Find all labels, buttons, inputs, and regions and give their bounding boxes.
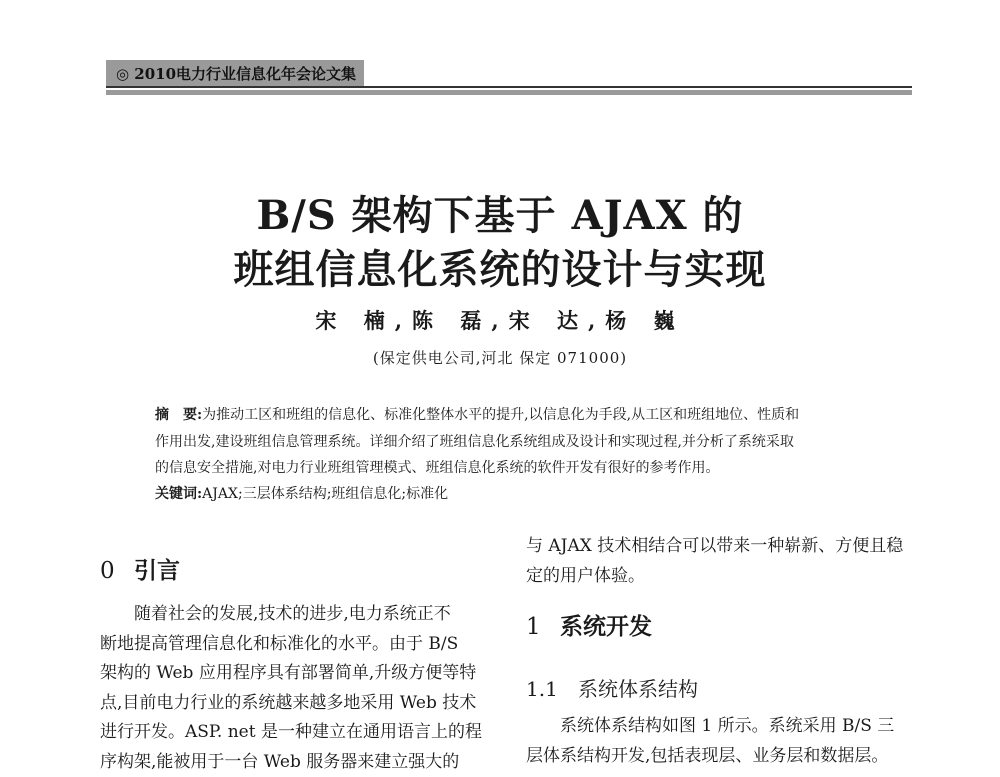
paragraph-line: 层体系结构开发,包括表现层、业务层和数据层。	[526, 742, 916, 772]
subsection-number: 1.1	[526, 677, 578, 701]
paragraph-line: 断地提高管理信息化和标准化的水平。由于 B/S	[100, 630, 492, 660]
abstract-label: 摘 要:	[155, 407, 202, 423]
subsection-heading-architecture	[526, 673, 698, 702]
keywords-text: AJAX;三层体系结构;班组信息化;标准化	[202, 486, 448, 502]
section-heading-system-development	[526, 608, 652, 641]
abstract-line: 的信息安全措施,对电力行业班组管理模式、班组信息化系统的软件开发有很好的参考作用。	[155, 455, 875, 482]
header-rule-thick	[106, 90, 912, 95]
paragraph-line: 架构的 Web 应用程序具有部署简单,升级方便等特	[100, 659, 492, 689]
running-header: ◎ 2010电力行业信息化年会论文集	[106, 60, 364, 88]
authors: 宋 楠,陈 磊,宋 达,杨 巍	[0, 305, 1000, 335]
paragraph-line: 随着社会的发展,技术的进步,电力系统正不	[100, 600, 492, 630]
abstract-line: 作用出发,建设班组信息管理系统。详细介绍了班组信息化系统组成及设计和实现过程,并分析了系统采取	[155, 429, 875, 456]
keywords-label: 关键词:	[155, 486, 202, 502]
paragraph-line: 系统体系结构如图 1 所示。系统采用 B/S 三	[526, 712, 916, 742]
section-number: 0	[100, 558, 134, 584]
paragraph-line: 进行开发。ASP. net 是一种建立在通用语言上的程	[100, 718, 492, 748]
section-title: 系统开发	[560, 613, 652, 640]
paragraph-line: 定的用户体验。	[526, 562, 916, 592]
section-number: 1	[526, 614, 560, 640]
paragraph-line: 与 AJAX 技术相结合可以带来一种崭新、方便且稳	[526, 532, 916, 562]
keywords	[155, 482, 875, 506]
abstract-text: 为推动工区和班组的信息化、标准化整体水平的提升,以信息化为手段,从工区和班组地位、性质和	[202, 407, 799, 423]
abstract-line	[155, 402, 875, 429]
header-rule	[106, 86, 912, 88]
architecture-paragraph	[526, 712, 916, 771]
intro-paragraph	[100, 600, 492, 777]
paper-title-line-2: 班组信息化系统的设计与实现	[0, 238, 1000, 295]
affiliation: (保定供电公司,河北 保定 071000)	[0, 347, 1000, 368]
section-title: 引言	[134, 557, 180, 584]
paragraph-line: 序构架,能被用于一台 Web 服务器来建立强大的	[100, 748, 492, 777]
continuation-paragraph	[526, 532, 916, 591]
section-heading-introduction	[100, 552, 180, 585]
paragraph-line: 点,目前电力行业的系统越来越多地采用 Web 技术	[100, 689, 492, 719]
abstract	[155, 402, 875, 482]
subsection-title: 系统体系结构	[578, 677, 698, 701]
paper-title-line-1: B/S 架构下基于 AJAX 的	[0, 184, 1000, 241]
